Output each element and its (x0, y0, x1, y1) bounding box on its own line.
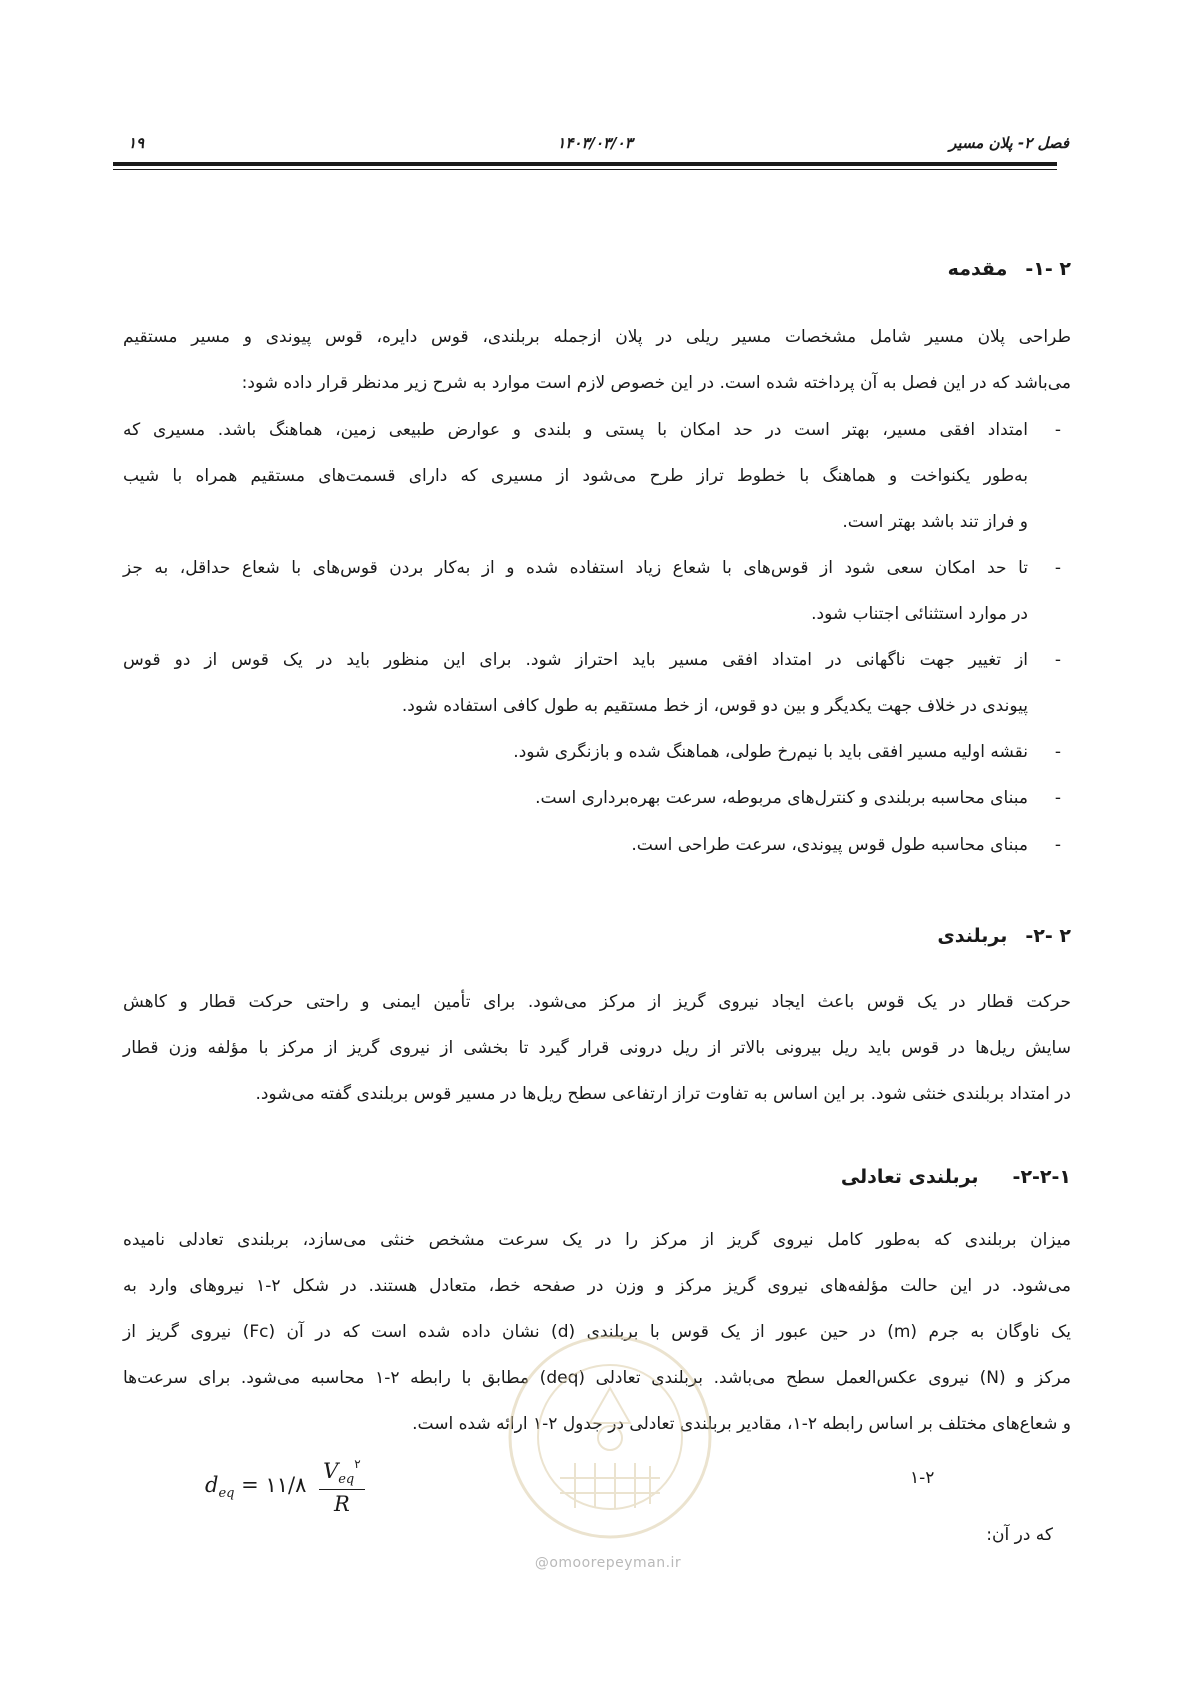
section-title: مقدمه (947, 258, 1008, 280)
bullet-line: مبنای محاسبه طول قوس پیوندی، سرعت طراحی است. (631, 835, 1028, 855)
bullet-line: امتداد افقی مسیر، بهتر است در حد امکان با پستی و بلندی و عوارض طبیعی زمین، هماهنگ باشد. مسیری که (123, 420, 1028, 440)
watermark-text: @omoorepeyman.ir (534, 1555, 682, 1571)
section-title: بربلندی تعادلی (840, 1166, 979, 1188)
bullet-marker: - (1054, 835, 1061, 855)
header-rule-thick (113, 162, 1057, 166)
bullet-marker: - (1054, 558, 1061, 578)
section-heading-introduction (948, 257, 1071, 281)
paragraph-line: سایش ریل‌ها در قوس باید ریل بیرونی بالاتر از ریل درونی قرار گیرد تا بخشی از نیروی گریز از مرکز با مؤلفه وزن قطار (123, 1038, 1071, 1058)
bullet-line: پیوندی در خلاف جهت یکدیگر و بین دو قوس، از خط مستقیم به طول کافی استفاده شود. (401, 696, 1028, 716)
paragraph-line: در امتداد بربلندی خنثی شود. بر این اساس به تفاوت تراز ارتفاعی سطح ریل‌ها در مسیر قوس بربلندی گفته می‌شود. (255, 1084, 1071, 1104)
formula-lhs-subscript: eq (218, 1486, 235, 1501)
bullet-marker: - (1054, 420, 1061, 440)
paragraph-line: حرکت قطار در یک قوس باعث ایجاد نیروی گریز از مرکز می‌شود. برای تأمین ایمنی و راحتی حرکت قطار و کاهش (123, 992, 1071, 1012)
bullet-line: مبنای محاسبه بربلندی و کنترل‌های مربوطه، سرعت بهره‌برداری است. (535, 788, 1028, 808)
bullet-marker: - (1054, 742, 1061, 762)
section-number: ۲-۲-۱- (1012, 1166, 1071, 1188)
formula-numerator-exponent: ۲ (354, 1457, 361, 1471)
page-number: ۱۹ (128, 134, 145, 152)
section-title: بربلندی (937, 925, 1008, 947)
equation-2-1 (205, 1457, 365, 1516)
section-number: ۲ -۱- (1025, 258, 1071, 280)
formula-numerator (319, 1457, 365, 1490)
paragraph-line: میزان بربلندی که به‌طور کامل نیروی گریز از مرکز را در یک سرعت مشخص خنثی می‌سازد، بربلندی تعادلی نامیده (123, 1230, 1071, 1250)
bullet-line: به‌طور یکنواخت و هماهنگ با خطوط تراز طرح می‌شود از مسیری که دارای قسمت‌های مستقیم همراه با شیب (123, 466, 1028, 486)
watermark-seal-icon (500, 1328, 720, 1546)
paragraph-line: می‌باشد که در این فصل به آن پرداخته شده است. در این خصوص لازم است موارد به شرح زیر مدنظر قرار داده شود: (241, 373, 1071, 393)
subsection-heading-equilibrium-superelevation (841, 1165, 1071, 1189)
bullet-marker: - (1054, 788, 1061, 808)
formula-coefficient: ۱۱/۸ (265, 1473, 307, 1497)
bullet-line: تا حد امکان سعی شود از قوس‌های با شعاع زیاد استفاده شده و از به‌کار بردن قوس‌های با شعاع حداقل، به جز (123, 558, 1028, 578)
formula-numerator-subscript: eq (338, 1472, 355, 1487)
section-heading-superelevation (937, 924, 1071, 948)
paragraph-line: که در آن: (986, 1525, 1053, 1545)
formula-equals: = (241, 1473, 259, 1497)
header-rule-thin (113, 169, 1057, 170)
paragraph-line: می‌شود. در این حالت مؤلفه‌های نیروی گریز مرکز و وزن در صفحه خط، متعادل هستند. در شکل ۲-۱ نیروهای وارد به (123, 1276, 1071, 1296)
chapter-header: فصل ۲- پلان مسیر (949, 134, 1069, 152)
bullet-line: در موارد استثنائی اجتناب شود. (811, 604, 1028, 624)
formula-lhs-symbol: d (205, 1473, 219, 1497)
formula-denominator: R (333, 1492, 350, 1516)
formula-fraction (319, 1457, 365, 1516)
bullet-line: و فراز تند باشد بهتر است. (842, 512, 1028, 532)
formula-numerator-symbol: V (323, 1459, 339, 1483)
header-date: ۱۴۰۳/۰۳/۰۳ (557, 134, 633, 152)
bullet-line: از تغییر جهت ناگهانی در امتداد افقی مسیر باید احتراز شود. برای این منظور باید در یک قوس از دو قوس (123, 650, 1028, 670)
equation-number: ۱-۲ (910, 1468, 935, 1488)
paragraph-line: و شعاع‌های مختلف بر اساس رابطه ۲-۱، مقادیر بربلندی تعادلی در جدول ۲-۱ ارائه شده است. (412, 1414, 1071, 1434)
paragraph-line: طراحی پلان مسیر شامل مشخصات مسیر ریلی در پلان ازجمله بربلندی، قوس دایره، قوس پیوندی و مسیر مستقیم (123, 327, 1071, 347)
section-number: ۲ -۲- (1025, 925, 1071, 947)
paragraph-line: یک ناوگان به جرم (m) در حین عبور از یک قوس با بربلندی (d) نشان داده شده است که در آن (Fc) نیروی گریز از (123, 1322, 1071, 1342)
paragraph-line: مرکز و (N) نیروی عکس‌العمل سطح می‌باشد. بربلندی تعادلی (deq) مطابق با رابطه ۲-۱ محاسبه می‌شود. برای سرعت‌ها (123, 1368, 1071, 1388)
bullet-line: نقشه اولیه مسیر افقی باید با نیم‌رخ طولی، هماهنگ شده و بازنگری شود. (513, 742, 1028, 762)
bullet-marker: - (1054, 650, 1061, 670)
